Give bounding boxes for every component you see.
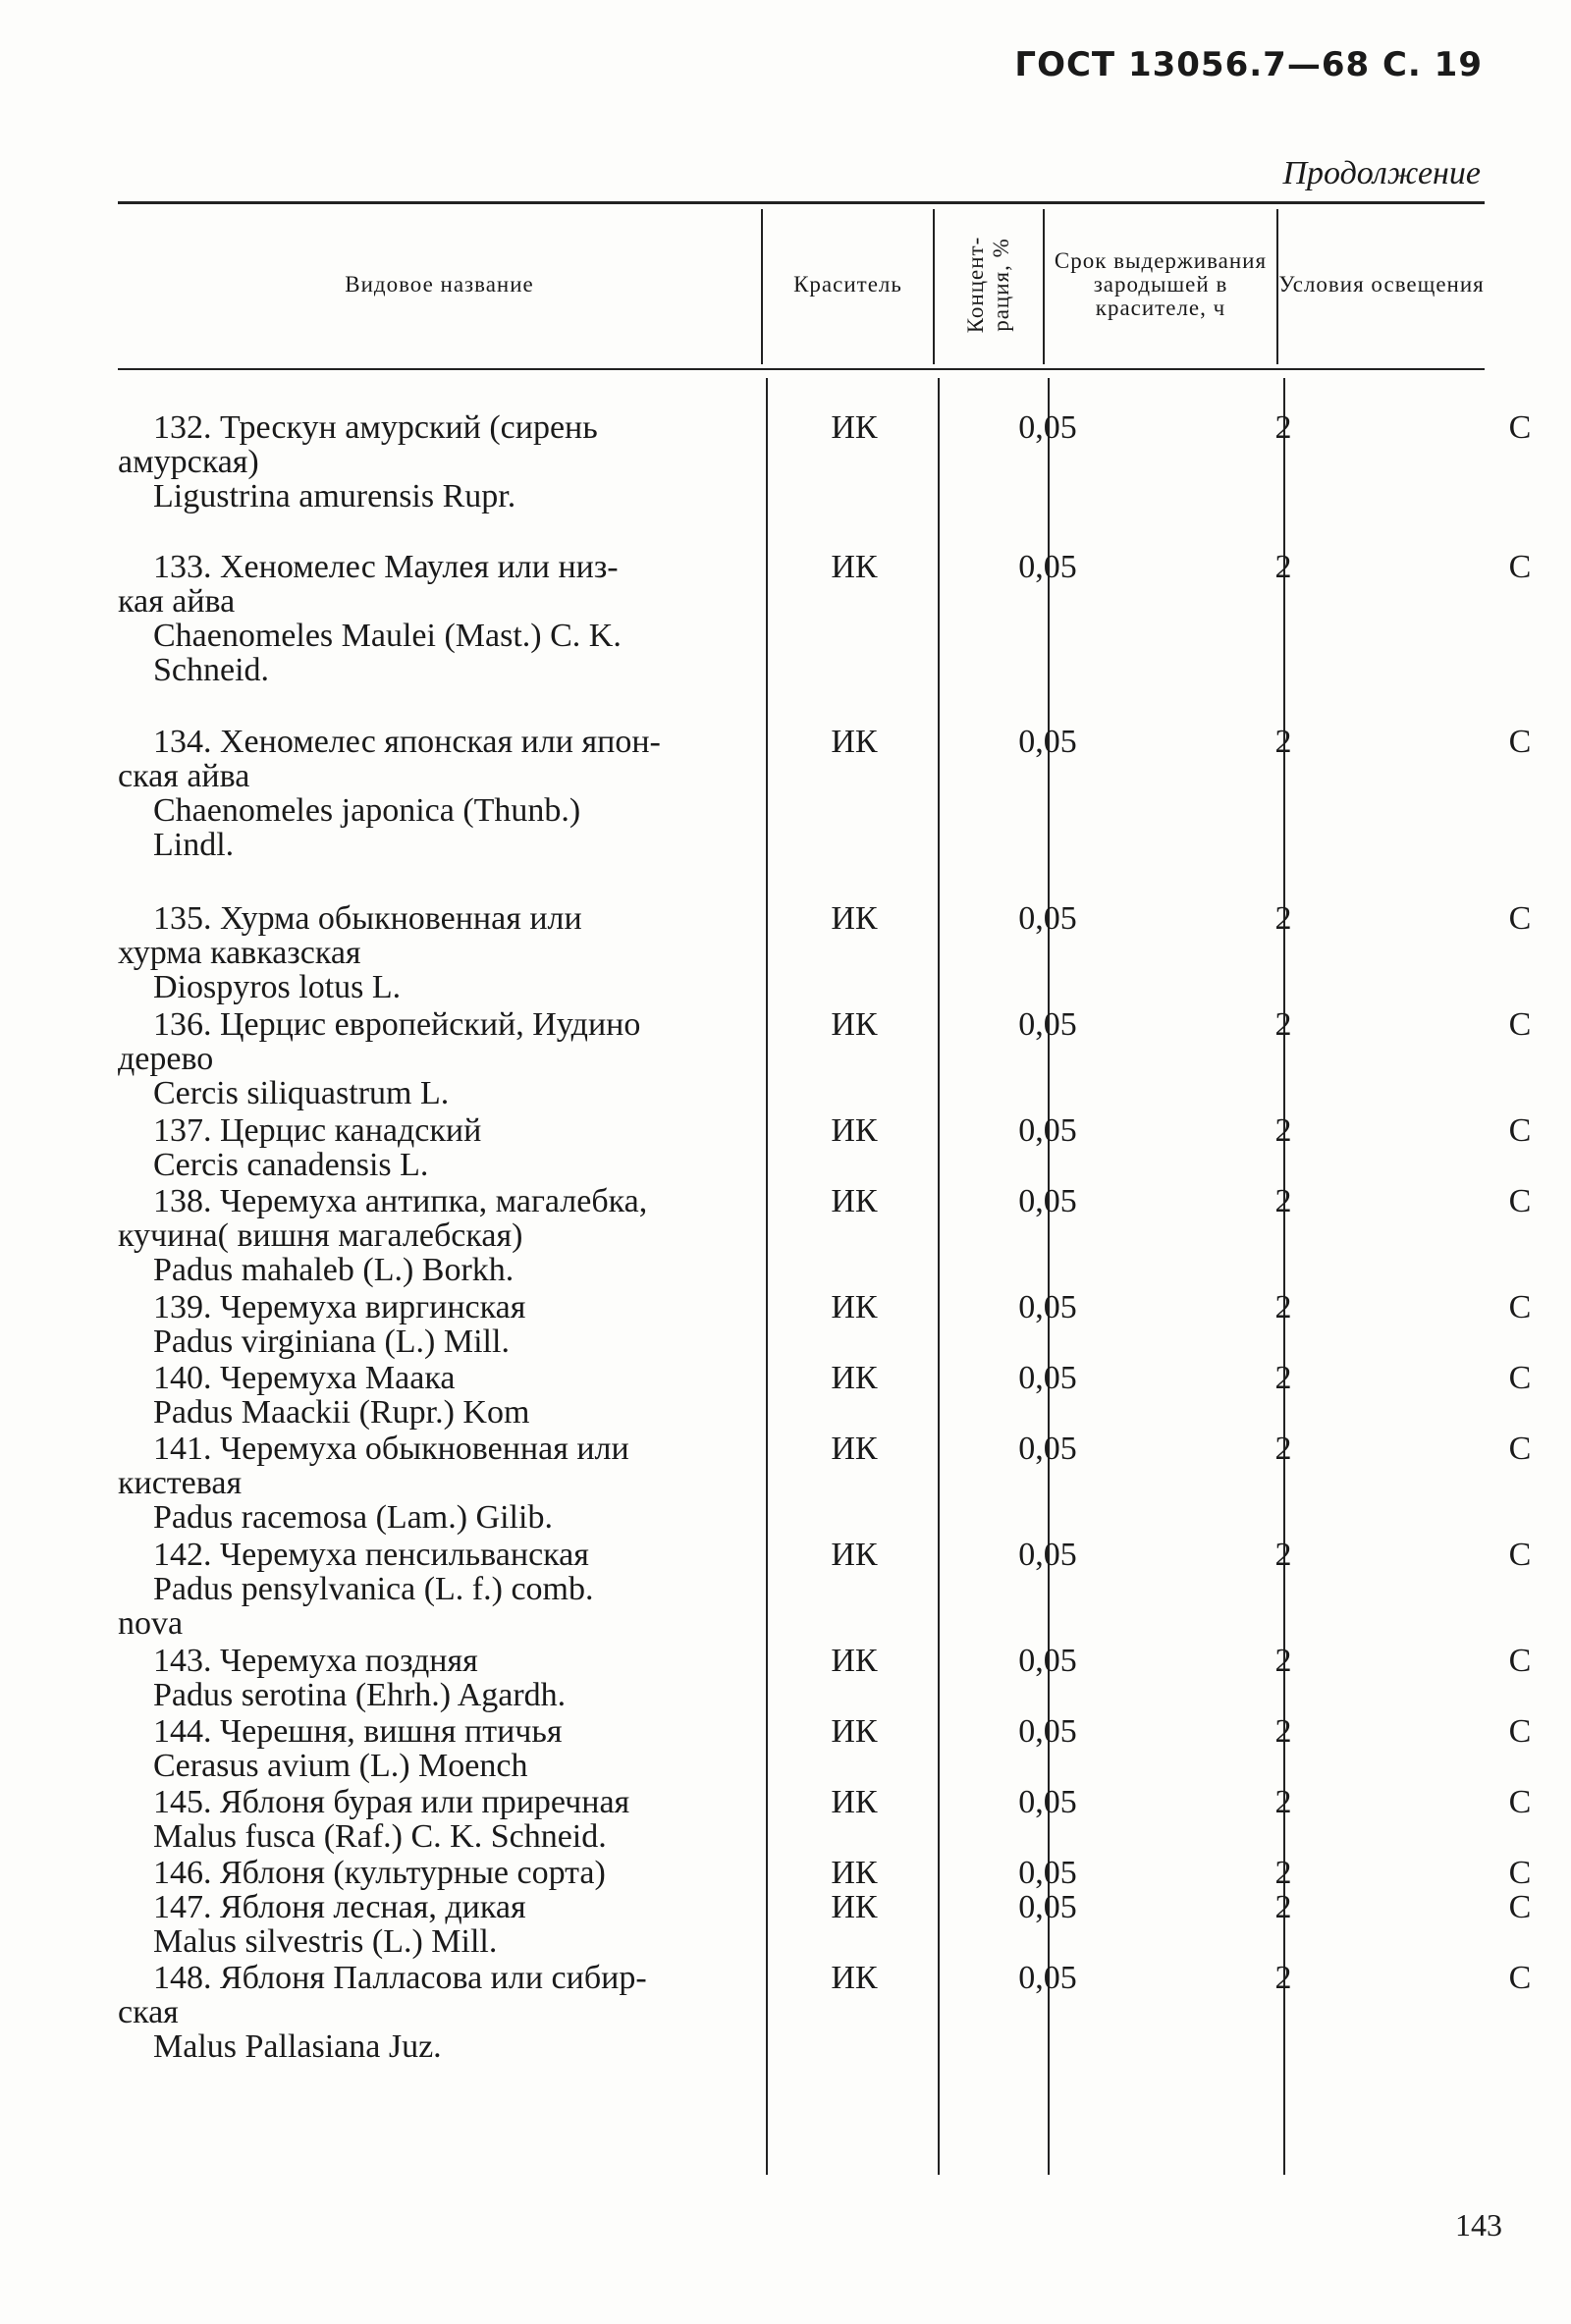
concentration-cell: 0,05: [1018, 409, 1077, 446]
dye-cell: ИК: [831, 1183, 878, 1219]
light-cell: С: [1508, 1431, 1532, 1467]
time-cell: 2: [1274, 549, 1292, 585]
column-header-concentration-cell: [935, 206, 1043, 363]
species-name: [118, 1432, 756, 1535]
species-name-line: хурма кавказская: [118, 935, 361, 971]
concentration-cell: 0,05: [1018, 1855, 1077, 1891]
species-name-line: кучина( вишня магалебская): [118, 1217, 523, 1254]
dye-cell: ИК: [831, 1643, 878, 1679]
dye-cell: ИК: [831, 409, 878, 446]
dye-cell: ИК: [831, 1960, 878, 1996]
light-cell: С: [1508, 1855, 1532, 1891]
species-name-line: Schneid.: [153, 652, 270, 688]
time-cell: 2: [1274, 1713, 1292, 1750]
concentration-cell: 0,05: [1018, 1960, 1077, 1996]
species-name-line: Chaenomeles Maulei (Mast.) C. K.: [153, 618, 622, 654]
species-name-line: Malus fusca (Raf.) C. K. Schneid.: [153, 1818, 607, 1855]
page-header: ГОСТ 13056.7—68 С. 19: [1014, 45, 1483, 84]
concentration-cell: 0,05: [1018, 1112, 1077, 1149]
concentration-cell: 0,05: [1018, 549, 1077, 585]
species-name-line: 137. Церцис канадский: [153, 1112, 482, 1149]
dye-cell: ИК: [831, 1784, 878, 1820]
light-cell: С: [1508, 1112, 1532, 1149]
dye-cell: ИК: [831, 1855, 878, 1891]
concentration-cell: 0,05: [1018, 1183, 1077, 1219]
species-name: [118, 1856, 756, 1890]
concentration-cell: 0,05: [1018, 1643, 1077, 1679]
species-name-line: Padus pensylvanica (L. f.) comb.: [153, 1571, 594, 1607]
time-cell: 2: [1274, 1360, 1292, 1396]
species-name: [118, 1361, 756, 1430]
light-cell: С: [1508, 549, 1532, 585]
concentration-cell: 0,05: [1018, 724, 1077, 760]
species-name-line: 133. Хеномелес Маулея или низ-: [153, 549, 619, 585]
dye-cell: ИК: [831, 1889, 878, 1925]
concentration-cell: 0,05: [1018, 1889, 1077, 1925]
time-cell: 2: [1274, 1643, 1292, 1679]
species-name: [118, 1290, 756, 1359]
light-cell: С: [1508, 1289, 1532, 1325]
species-name: [118, 901, 756, 1004]
light-cell: С: [1508, 1006, 1532, 1043]
species-name: [118, 1184, 756, 1287]
species-name: [118, 725, 756, 862]
light-cell: С: [1508, 1889, 1532, 1925]
species-name: [118, 1538, 756, 1641]
time-cell: 2: [1274, 900, 1292, 937]
concentration-cell: 0,05: [1018, 1006, 1077, 1043]
concentration-cell: 0,05: [1018, 900, 1077, 937]
species-name-line: 134. Хеномелес японская или япон-: [153, 724, 661, 760]
light-cell: С: [1508, 900, 1532, 937]
dye-cell: ИК: [831, 1431, 878, 1467]
species-name-line: Malus Pallasiana Juz.: [153, 2028, 442, 2065]
time-cell: 2: [1274, 724, 1292, 760]
dye-cell: ИК: [831, 1112, 878, 1149]
light-cell: С: [1508, 1643, 1532, 1679]
time-cell: 2: [1274, 1289, 1292, 1325]
column-header-dye: Краситель: [793, 272, 902, 297]
time-cell: 2: [1274, 1784, 1292, 1820]
species-name-line: 132. Трескун амурский (сирень: [153, 409, 598, 446]
dye-cell: ИК: [831, 1713, 878, 1750]
light-cell: С: [1508, 1183, 1532, 1219]
time-cell: 2: [1274, 1855, 1292, 1891]
light-cell: С: [1508, 1960, 1532, 1996]
light-cell: С: [1508, 724, 1532, 760]
species-name: [118, 1113, 756, 1182]
concentration-cell: 0,05: [1018, 1431, 1077, 1467]
table-top-rule: [118, 201, 1485, 204]
species-name: [118, 1714, 756, 1783]
time-cell: 2: [1274, 1431, 1292, 1467]
species-name-line: 145. Яблоня бурая или приречная: [153, 1784, 630, 1820]
species-name: [118, 1890, 756, 1959]
species-name-line: ская: [118, 1994, 179, 2030]
species-name-line: 143. Черемуха поздняя: [153, 1643, 478, 1679]
species-name-line: Cercis canadensis L.: [153, 1147, 429, 1183]
concentration-cell: 0,05: [1018, 1784, 1077, 1820]
concentration-cell: 0,05: [1018, 1360, 1077, 1396]
column-header-time: Срок выдерживания зародышей в красителе, ч: [1054, 248, 1268, 320]
species-name-line: Lindl.: [153, 827, 235, 863]
time-cell: 2: [1274, 1112, 1292, 1149]
species-name-line: 136. Церцис европейский, Иудино: [153, 1006, 641, 1043]
species-name-line: nova: [118, 1605, 184, 1642]
species-name-line: Ligustrina amurensis Rupr.: [153, 478, 516, 514]
column-header-light: Условия освещения: [1278, 272, 1485, 297]
time-cell: 2: [1274, 1960, 1292, 1996]
species-name-line: Malus silvestris (L.) Mill.: [153, 1923, 498, 1960]
light-cell: С: [1508, 1713, 1532, 1750]
species-name: [118, 1785, 756, 1854]
dye-cell: ИК: [831, 900, 878, 937]
species-name-line: ская айва: [118, 758, 250, 794]
species-name-line: 146. Яблоня (культурные сорта): [153, 1855, 606, 1891]
dye-cell: ИК: [831, 1289, 878, 1325]
page-number: 143: [1455, 2207, 1502, 2243]
species-name-line: Cerasus avium (L.) Moench: [153, 1748, 528, 1784]
light-cell: С: [1508, 1360, 1532, 1396]
dye-cell: ИК: [831, 549, 878, 585]
species-name-line: Padus mahaleb (L.) Borkh.: [153, 1252, 515, 1288]
species-name-line: 142. Черемуха пенсильванская: [153, 1537, 589, 1573]
continuation-label: Продолжение: [1282, 155, 1481, 191]
column-header-concentration: Концент-рация, %: [963, 236, 1013, 334]
species-name-line: 147. Яблоня лесная, дикая: [153, 1889, 526, 1925]
column-header-name: Видовое название: [345, 272, 534, 297]
concentration-cell: 0,05: [1018, 1289, 1077, 1325]
species-name: [118, 1644, 756, 1712]
species-name-line: Padus serotina (Ehrh.) Agardh.: [153, 1677, 567, 1713]
time-cell: 2: [1274, 1889, 1292, 1925]
species-name: [118, 1007, 756, 1110]
time-cell: 2: [1274, 1006, 1292, 1043]
species-name: [118, 1961, 756, 2064]
species-name-line: 135. Хурма обыкновенная или: [153, 900, 582, 937]
concentration-cell: 0,05: [1018, 1713, 1077, 1750]
species-name-line: кая айва: [118, 583, 236, 620]
dye-cell: ИК: [831, 724, 878, 760]
species-name-line: Cercis siliquastrum L.: [153, 1075, 450, 1111]
table-header-rule: [118, 368, 1485, 370]
species-name-line: Chaenomeles japonica (Thunb.): [153, 792, 581, 829]
time-cell: 2: [1274, 409, 1292, 446]
species-name-line: дерево: [118, 1041, 214, 1077]
species-name-line: 139. Черемуха виргинская: [153, 1289, 526, 1325]
species-name-line: 141. Черемуха обыкновенная или: [153, 1431, 629, 1467]
dye-cell: ИК: [831, 1006, 878, 1043]
time-cell: 2: [1274, 1183, 1292, 1219]
species-name-line: 138. Черемуха антипка, магалебка,: [153, 1183, 648, 1219]
dye-cell: ИК: [831, 1360, 878, 1396]
species-name-line: Padus racemosa (Lam.) Gilib.: [153, 1499, 553, 1536]
dye-cell: ИК: [831, 1537, 878, 1573]
species-name-line: Padus virginiana (L.) Mill.: [153, 1324, 510, 1360]
species-name-line: 144. Черешня, вишня птичья: [153, 1713, 563, 1750]
light-cell: С: [1508, 1784, 1532, 1820]
species-name-line: Diospyros lotus L.: [153, 969, 402, 1005]
time-cell: 2: [1274, 1537, 1292, 1573]
species-name: [118, 550, 756, 687]
light-cell: С: [1508, 1537, 1532, 1573]
species-name-line: 140. Черемуха Маака: [153, 1360, 456, 1396]
species-name-line: Padus Maackii (Rupr.) Kom: [153, 1394, 530, 1431]
light-cell: С: [1508, 409, 1532, 446]
concentration-cell: 0,05: [1018, 1537, 1077, 1573]
species-name-line: 148. Яблоня Палласова или сибир-: [153, 1960, 647, 1996]
species-name: [118, 410, 756, 513]
species-name-line: кистевая: [118, 1465, 243, 1501]
species-name-line: амурская): [118, 444, 259, 480]
